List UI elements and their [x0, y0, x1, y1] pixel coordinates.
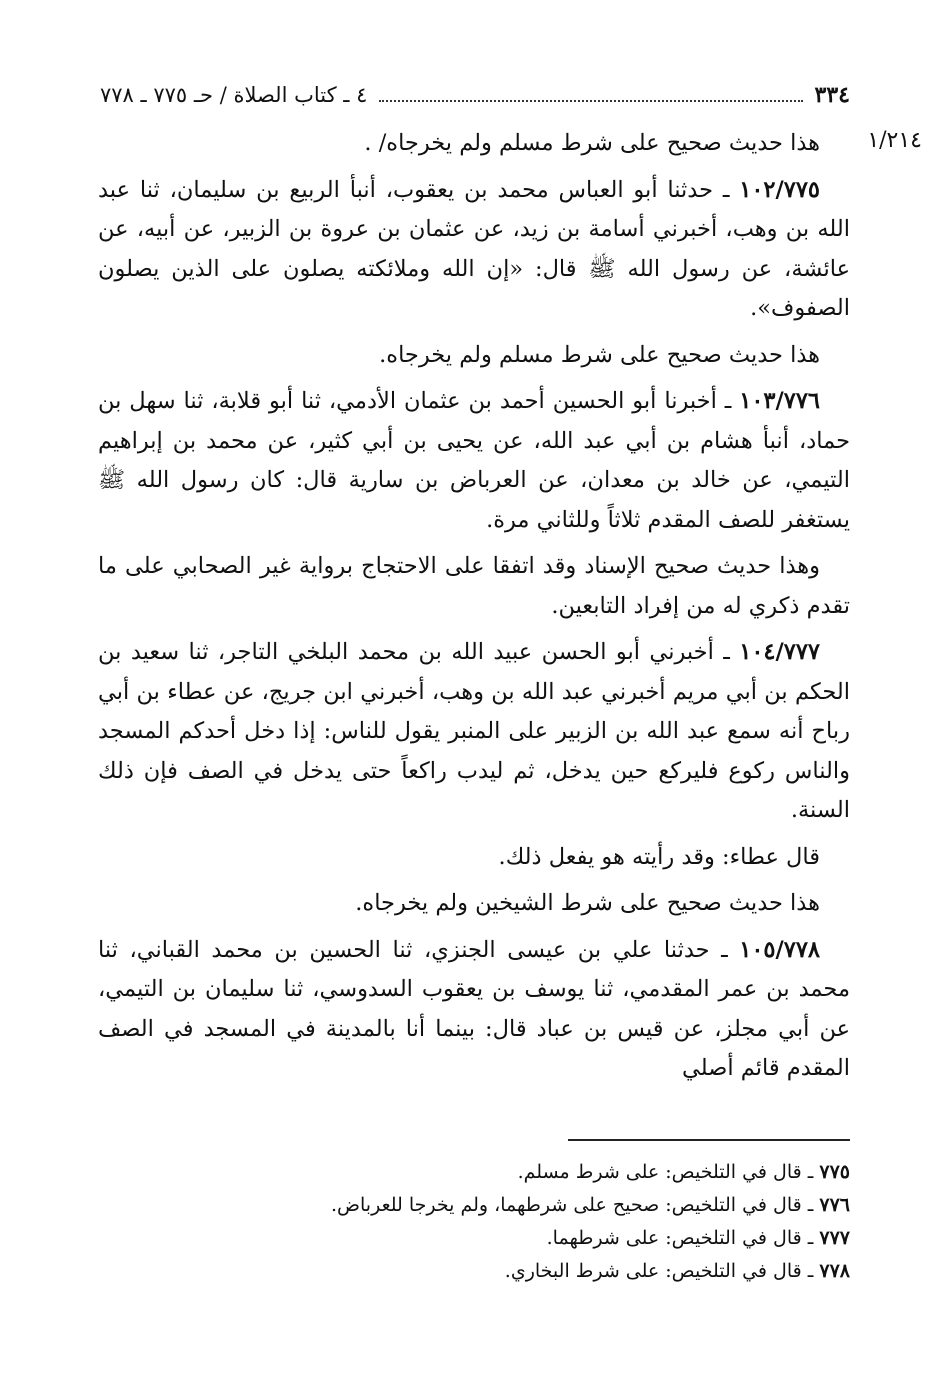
- hadith-paragraph: [98, 931, 850, 1089]
- hadith-paragraph: [98, 171, 850, 329]
- hadith-paragraph: [98, 633, 850, 831]
- footnote: [98, 1189, 850, 1222]
- hadith-number: ١٠٣/٧٧٦: [739, 388, 820, 414]
- paragraph: [98, 838, 850, 878]
- main-text: [98, 124, 850, 1096]
- footnote-text: ـ قال في التلخيص: صحيح على شرطهما، ولم يخرجا للعرباض.: [331, 1194, 820, 1216]
- hadith-paragraph: [98, 382, 850, 540]
- paragraph: [98, 547, 850, 626]
- footnote-text: ـ قال في التلخيص: على شرط البخاري.: [504, 1260, 820, 1282]
- footnote: [98, 1156, 850, 1189]
- footnote-text: ـ قال في التلخيص: على شرط مسلم.: [517, 1161, 820, 1183]
- footnote: [98, 1222, 850, 1255]
- footnote-number: ٧٧٥: [819, 1161, 850, 1183]
- paragraph-text: ـ حدثنا أبو العباس محمد بن يعقوب، أنبأ الربيع بن سليمان، ثنا عبد الله بن وهب، أخبرني أسامة بن زيد، عن عثمان بن عروة بن الزبير، عن أبيه، عن عائشة، عن رسول الله ﷺ قال: «إن الله وملائكته يصلون على الذين يصلون الصفوف».: [98, 176, 850, 321]
- footnotes: [98, 1156, 850, 1288]
- footnote-number: ٧٧٧: [819, 1227, 850, 1249]
- paragraph-text: وهذا حديث صحيح الإسناد وقد اتفقا على الاحتجاج برواية غير الصحابي على ما تقدم ذكري له من إفراد التابعين.: [98, 553, 850, 619]
- header-dot-leader: [379, 100, 802, 102]
- footnote: [98, 1255, 850, 1288]
- footnote-number: ٧٧٨: [819, 1260, 850, 1282]
- footnote-separator: [568, 1139, 850, 1141]
- paragraph: [98, 124, 850, 164]
- footnote-number: ٧٧٦: [819, 1194, 850, 1216]
- paragraph-text: ـ أخبرنا أبو الحسين أحمد بن عثمان الأدمي، ثنا أبو قلابة، ثنا سهل بن حماد، أنبأ هشام بن أبي عبد الله، عن يحيى بن أبي كثير، عن محمد بن إبراهيم التيمي، عن خالد بن معدان، عن العرباض بن سارية قال: كان رسول الله ﷺ يستغفر للصف المقدم ثلاثاً وللثاني مرة.: [98, 388, 850, 533]
- footnote-text: ـ قال في التلخيص: على شرطهما.: [546, 1227, 820, 1249]
- paragraph-text: هذا حديث صحيح على شرط مسلم ولم يخرجاه.: [379, 341, 820, 368]
- page-number: ٣٣٤: [814, 82, 850, 108]
- running-title: ٤ ـ كتاب الصلاة / حـ ٧٧٥ ـ ٧٧٨: [100, 83, 368, 107]
- hadith-number: ١٠٥/٧٧٨: [739, 936, 820, 963]
- paragraph-text: ـ حدثنا علي بن عيسى الجنزي، ثنا الحسين بن محمد القباني، ثنا محمد بن عمر المقدمي، ثنا يوسف بن يعقوب السدوسي، ثنا سليمان بن التيمي، عن أبي مجلز، عن قيس بن عباد قال: بينما أنا بالمدينة في المسجد في الصف المقدم قائم أصلي: [98, 936, 850, 1081]
- running-header: [100, 78, 850, 112]
- hadith-number: ١٠٢/٧٧٥: [739, 176, 820, 203]
- paragraph: [98, 884, 850, 924]
- hadith-number: ١٠٤/٧٧٧: [739, 639, 820, 665]
- paragraph-text: هذا حديث صحيح على شرط مسلم ولم يخرجاه/ .: [364, 130, 820, 156]
- paragraph-text: ـ أخبرني أبو الحسن عبيد الله بن محمد البلخي التاجر، ثنا سعيد بن الحكم بن أبي مريم أخبرني عبد الله بن وهب، أخبرني ابن جريج، عن عطاء بن أبي رباح أنه سمع عبد الله بن الزبير على المنبر يقول للناس: إذا دخل أحدكم المسجد والناس ركوع فليركع حين يدخل، ثم ليدب راكعاً حتى يدخل في الصف فإن ذلك السنة.: [98, 639, 850, 823]
- paragraph-text: هذا حديث صحيح على شرط الشيخين ولم يخرجاه.: [355, 890, 820, 916]
- margin-reference: ١/٢١٤: [867, 128, 922, 153]
- paragraph-text: قال عطاء: وقد رأيته هو يفعل ذلك.: [498, 843, 820, 870]
- paragraph: [98, 336, 850, 376]
